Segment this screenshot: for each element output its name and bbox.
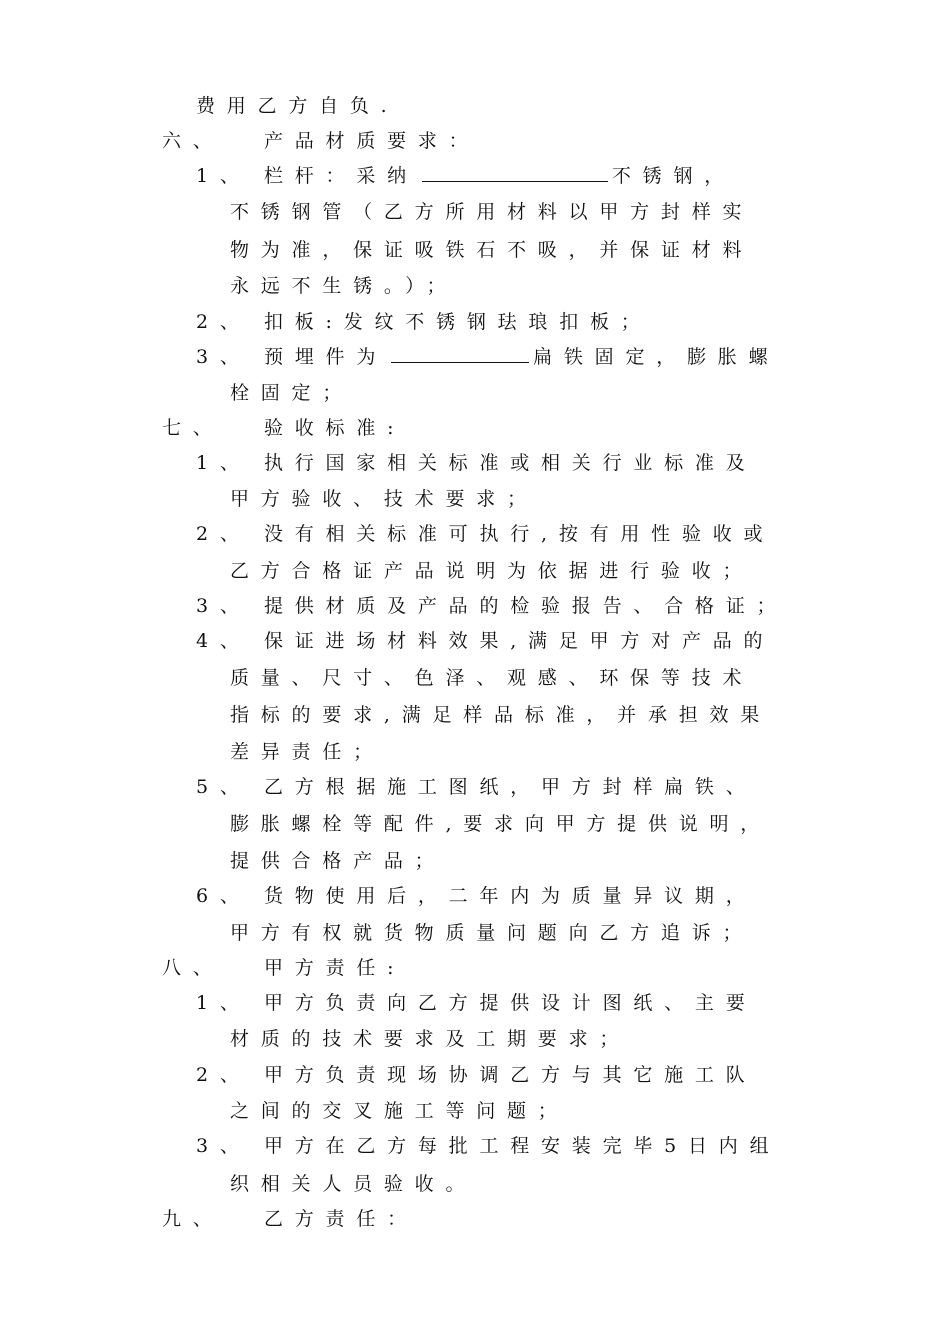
section-heading: 甲方责任: [264, 957, 406, 979]
text-segment: 不锈钢， [611, 165, 736, 187]
item-number: 4、 [196, 630, 251, 652]
text-line [264, 161, 735, 191]
text-line: 质量、尺寸、色泽、观感、环保等技术 [230, 667, 754, 689]
text-line: 提供材质及产品的检验报告、合格证； [264, 595, 788, 617]
item-number: 2、 [196, 523, 251, 545]
text-line: 栓固定； [230, 382, 354, 404]
text-segment: 栏杆：采纳 [264, 165, 418, 187]
text-line: 乙方合格证产品说明为依据进行验收； [230, 560, 754, 582]
item-number: 3、 [196, 346, 251, 368]
text-line: 费用乙方自负. [196, 95, 399, 117]
text-segment: 扁铁固定，膨胀螺 [533, 346, 780, 368]
section-heading: 乙方责任： [264, 1208, 418, 1230]
text-line: 甲方验收、技术要求； [230, 488, 538, 510]
fill-in-blank [391, 342, 529, 363]
item-number: 1、 [196, 992, 251, 1014]
text-line: 物为准，保证吸铁石不吸，并保证材料 [230, 239, 754, 261]
text-line: 保证进场材料效果,满足甲方对产品的 [264, 630, 775, 652]
text-line: 扣板:发纹不锈钢珐琅扣板； [264, 311, 652, 333]
text-line: 织相关人员验收。 [230, 1173, 477, 1195]
item-number: 1、 [196, 452, 251, 474]
text-line: 提供合格产品； [230, 850, 446, 872]
section-number: 六、 [162, 130, 224, 152]
section-heading: 验收标准: [264, 417, 406, 439]
text-line: 甲方负责向乙方提供设计图纸、主要 [264, 992, 757, 1014]
item-number: 3、 [196, 1135, 251, 1157]
section-number: 九、 [162, 1208, 224, 1230]
text-line: 指标的要求,满足样品标准，并承担效果 [230, 704, 772, 726]
item-number: 2、 [196, 1064, 251, 1086]
item-number: 1、 [196, 165, 251, 187]
text-line: 材质的技术要求及工期要求； [230, 1028, 631, 1050]
item-number: 3、 [196, 595, 251, 617]
section-number: 七、 [162, 417, 224, 439]
text-line: 差异责任； [230, 741, 384, 763]
section-number: 八、 [162, 957, 224, 979]
text-line: 没有相关标准可执行,按有用性验收或 [264, 523, 775, 545]
text-line: 甲方在乙方每批工程安装完毕5日内组 [264, 1135, 781, 1157]
fill-in-blank [422, 161, 608, 182]
text-line: 永远不生锈。）； [230, 275, 458, 297]
text-line: 甲方有权就货物质量问题向乙方追诉； [230, 922, 754, 944]
text-line: 不锈钢管（乙方所用材料以甲方封样实 [230, 201, 754, 223]
text-segment: 预埋件为 [264, 346, 388, 368]
text-line: 之间的交叉施工等问题； [230, 1100, 569, 1122]
item-number: 5、 [196, 776, 251, 798]
text-line [264, 342, 779, 372]
text-line: 货物使用后，二年内为质量异议期， [264, 885, 757, 907]
text-line: 膨胀螺栓等配件,要求向甲方提供说明， [230, 813, 772, 835]
section-heading: 产品材质要求： [264, 130, 480, 152]
text-line: 乙方根据施工图纸，甲方封样扁铁、 [264, 776, 757, 798]
text-line: 执行国家相关标准或相关行业标准及 [264, 452, 757, 474]
item-number: 2、 [196, 311, 251, 333]
item-number: 6、 [196, 885, 251, 907]
text-line: 甲方负责现场协调乙方与其它施工队 [264, 1064, 757, 1086]
